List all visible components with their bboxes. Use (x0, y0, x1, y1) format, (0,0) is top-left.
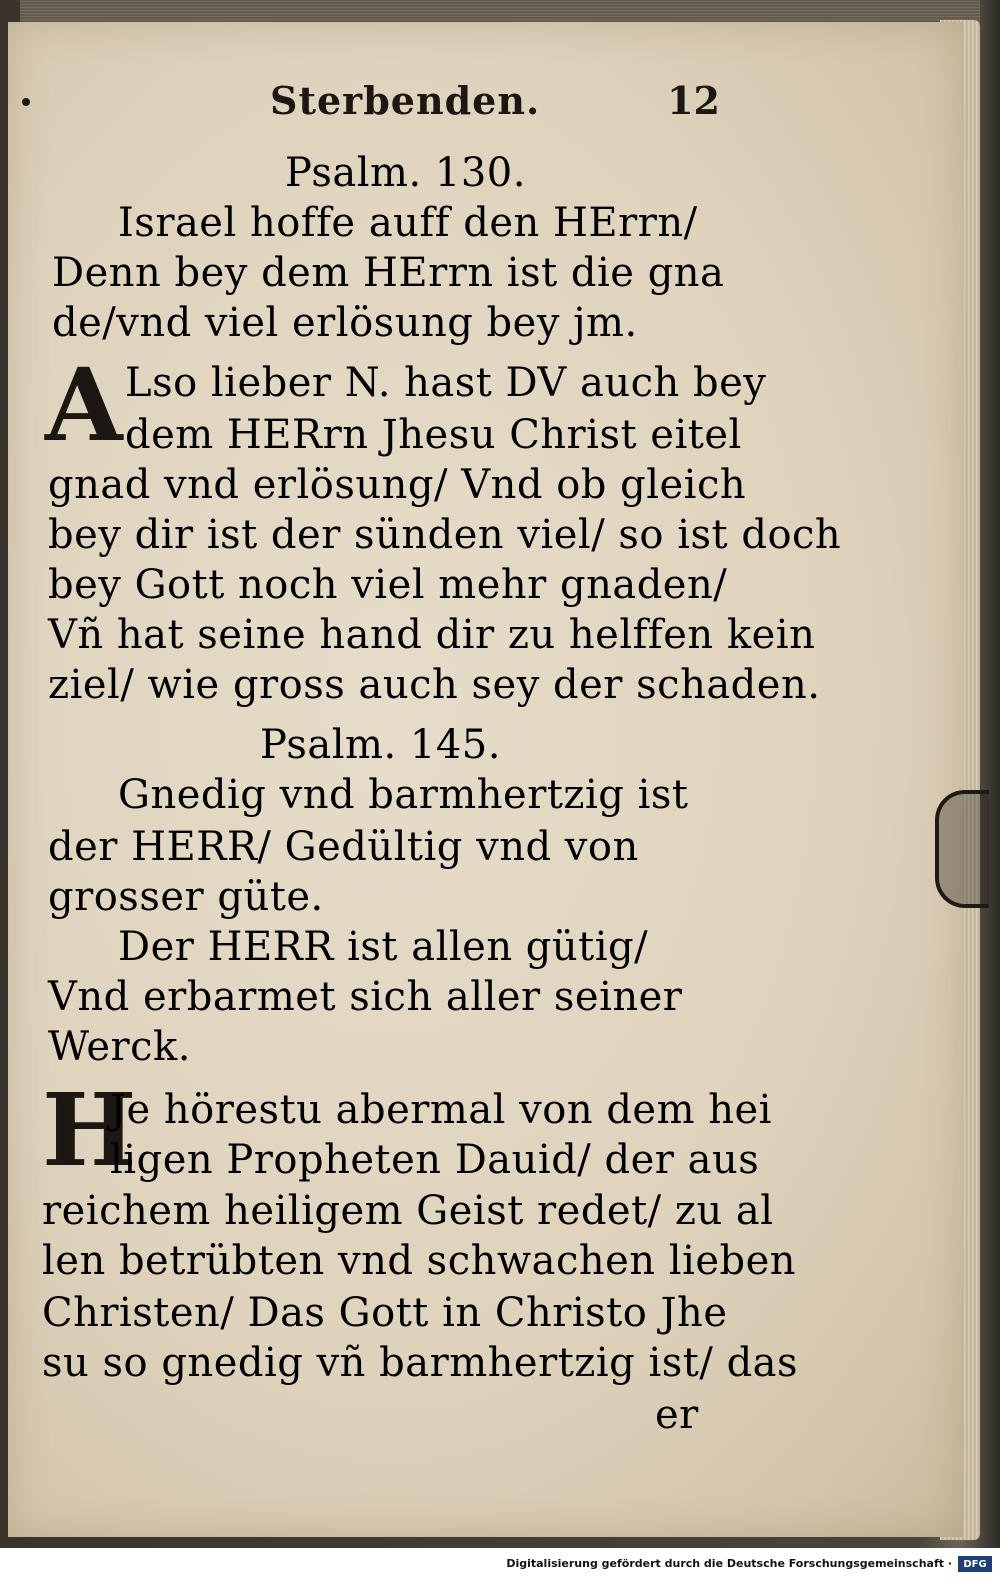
dfg-logo-icon: DFG (958, 1556, 992, 1572)
paragraph-line: ziel/ wie gross auch sey der schaden. (48, 662, 821, 708)
drop-cap-initial: H (42, 1071, 137, 1189)
psalm-145-line: Werck. (48, 1024, 191, 1070)
psalm-145-heading: Psalm. 145. (260, 722, 501, 768)
page-number: 12 (667, 78, 720, 123)
running-head: Sterbenden. (270, 78, 541, 123)
page-mark (22, 98, 30, 106)
paragraph-line: Christen/ Das Gott in Christo Jhe (42, 1290, 728, 1336)
drop-cap-initial: A (45, 346, 123, 464)
paragraph-line: ligen Propheten Dauid/ der aus (110, 1137, 760, 1183)
funding-credit: Digitalisierung gefördert durch die Deutsche Forschungsgemeinschaft · (506, 1557, 952, 1570)
page-header (270, 78, 720, 128)
book-clasp (935, 790, 989, 908)
paragraph-line: len betrübten vnd schwachen lieben (42, 1238, 797, 1284)
paragraph-line: gnad vnd erlösung/ Vnd ob gleich (48, 462, 747, 508)
paragraph-line: Je hörestu abermal von dem hei (110, 1087, 772, 1133)
psalm-130-line: Denn bey dem HErrn ist die gna (52, 250, 725, 296)
psalm-145-line: der HERR/ Gedültig vnd von (48, 824, 639, 870)
paragraph-line: reichem heiligem Geist redet/ zu al (42, 1188, 774, 1234)
paragraph-line: bey dir ist der sünden viel/ so ist doch (48, 512, 842, 558)
psalm-130-line: de/vnd viel erlösung bey jm. (52, 300, 638, 346)
catchword: er (655, 1392, 699, 1438)
paragraph-line: su so gnedig vñ barmhertzig ist/ das (42, 1340, 799, 1386)
psalm-145-line: Der HERR ist allen gütig/ (118, 924, 649, 970)
psalm-145-line: Gnedig vnd barmhertzig ist (118, 772, 689, 818)
paragraph-line: bey Gott noch viel mehr gnaden/ (48, 562, 728, 608)
psalm-130-heading: Psalm. 130. (285, 150, 526, 196)
paragraph-line: Lso lieber N. hast DV auch bey (125, 360, 767, 406)
digitization-footer (0, 1548, 1000, 1582)
paragraph-line: Vñ hat seine hand dir zu helffen kein (48, 612, 816, 658)
paragraph-line: dem HERrn Jhesu Christ eitel (125, 412, 742, 458)
psalm-145-line: grosser güte. (48, 874, 324, 920)
psalm-145-line: Vnd erbarmet sich aller seiner (48, 974, 683, 1020)
psalm-130-line: Israel hoffe auff den HErrn/ (118, 200, 698, 246)
